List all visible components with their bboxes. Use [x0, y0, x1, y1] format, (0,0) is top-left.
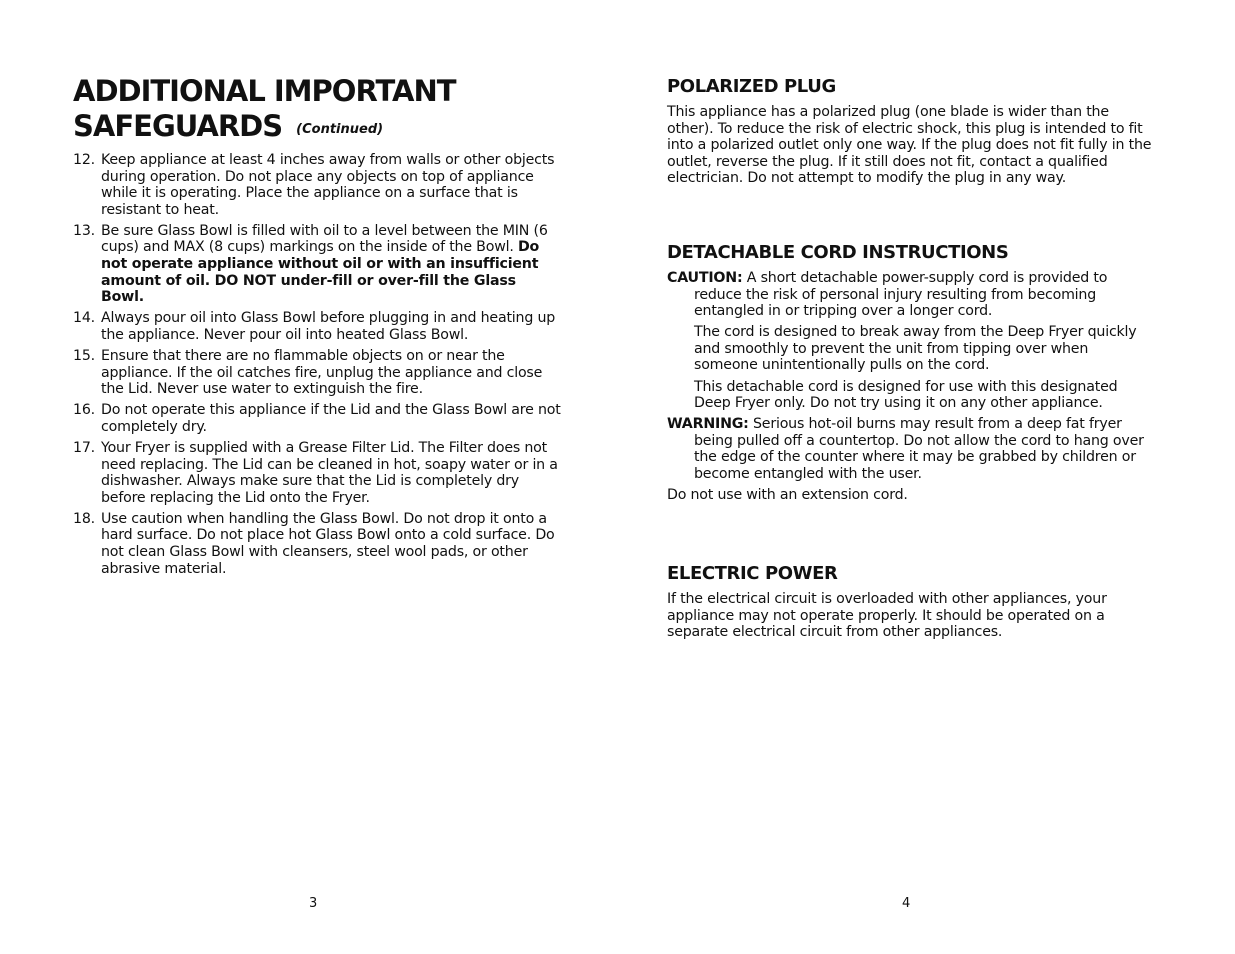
- item-number: 13.: [73, 222, 95, 239]
- polarized-plug-body: This appliance has a polarized plug (one blade is wider than the other). To reduce the risk of electric shock, this plug is intended to fit into a polarized outlet only one way. If the plug does not fit fully in the outlet, reverse the plug. If it still does not fit, contact a qualified electrician. Do not attempt to modify the plug in any way.: [667, 104, 1152, 187]
- item-text: Your Fryer is supplied with a Grease Filter Lid. The Filter does not need replacing. The Lid can be cleaned in hot, soapy water or in a dishwasher. Always make sure that the Lid is completely dry before replacing the Lid onto the Fryer.: [101, 440, 558, 506]
- item-text: Ensure that there are no flammable objects on or near the appliance. If the oil catches fire, unplug the appliance and close the Lid. Never use water to extinguish the fire.: [101, 348, 543, 398]
- electric-power-section: [667, 563, 1152, 641]
- item-text: Always pour oil into Glass Bowl before plugging in and heating up the appliance. Never pour oil into heated Glass Bowl.: [101, 310, 556, 343]
- title-continued: (Continued): [296, 122, 384, 137]
- list-item: [73, 402, 563, 435]
- item-number: 14.: [73, 310, 95, 327]
- warning-text: Serious hot-oil burns may result from a deep fat fryer being pulled off a countertop. Do not allow the cord to hang over the edge of the counter where it may be grabbed by children or become entangled with the user.: [694, 416, 1144, 483]
- title-line-1: ADDITIONAL IMPORTANT: [73, 74, 456, 108]
- warning-paragraph: [667, 416, 1152, 482]
- item-number: 18.: [73, 510, 95, 527]
- designated-use-paragraph: This detachable cord is designed for use with this designated Deep Fryer only. Do not try using it on any other appliance.: [694, 378, 1118, 412]
- page-number-left: 3: [309, 896, 318, 911]
- item-number: 17.: [73, 440, 95, 456]
- page-title: [73, 74, 593, 147]
- caution-label: CAUTION:: [667, 270, 743, 286]
- polarized-plug-heading: POLARIZED PLUG: [667, 76, 836, 97]
- caution-text: A short detachable power-supply cord is provided to reduce the risk of personal injury resulting from becoming entangled in or tripping over a longer cord.: [694, 270, 1108, 320]
- list-item: [73, 223, 563, 306]
- warning-label: WARNING:: [667, 416, 749, 433]
- item-bold-warning: Do not operate appliance without oil or with an insufficient amount of oil. DO NOT under-fill or over-fill the Glass Bowl.: [101, 239, 540, 306]
- electric-power-body: If the electrical circuit is overloaded with other appliances, your appliance may not operate properly. It should be operated on a separate electrical circuit from other appliances.: [667, 591, 1107, 641]
- detachable-cord-heading: DETACHABLE CORD INSTRUCTIONS: [667, 242, 1009, 263]
- list-item: [73, 152, 563, 218]
- right-page: [617, 0, 1235, 954]
- item-number: 16.: [73, 402, 95, 419]
- item-text: Use caution when handling the Glass Bowl. Do not drop it onto a hard surface. Do not place hot Glass Bowl onto a cold surface. Do not clean Glass Bowl with cleansers, steel wool pads, or other abrasive material.: [101, 510, 555, 577]
- list-item: [73, 511, 563, 577]
- list-item: [73, 310, 563, 343]
- detachable-cord-section: [667, 242, 1152, 508]
- electric-power-heading: ELECTRIC POWER: [667, 563, 838, 584]
- safeguards-list: [73, 152, 563, 582]
- polarized-plug-section: [667, 76, 1152, 187]
- item-number: 12.: [73, 152, 95, 168]
- list-item: [73, 348, 563, 398]
- list-item: [73, 440, 563, 506]
- item-text: Keep appliance at least 4 inches away from walls or other objects during operation. Do not place any objects on top of appliance while it is operating. Place the appliance on a surface that is resistant to heat.: [101, 152, 555, 218]
- breakaway-paragraph: The cord is designed to break away from the Deep Fryer quickly and smoothly to prevent the unit from tipping over when someone unintentionally pulls on the cord.: [694, 324, 1137, 374]
- page-number-right: 4: [902, 896, 911, 911]
- extension-cord-note: Do not use with an extension cord.: [667, 487, 908, 504]
- item-text: Do not operate this appliance if the Lid and the Glass Bowl are not completely dry.: [101, 402, 561, 435]
- item-text: Be sure Glass Bowl is filled with oil to a level between the MIN (6 cups) and MAX (8 cups) markings on the inside of the Bowl.: [101, 222, 548, 256]
- left-page: [0, 0, 617, 954]
- item-number: 15.: [73, 348, 95, 365]
- caution-paragraph: [667, 270, 1152, 320]
- title-line-2: SAFEGUARDS: [73, 109, 283, 143]
